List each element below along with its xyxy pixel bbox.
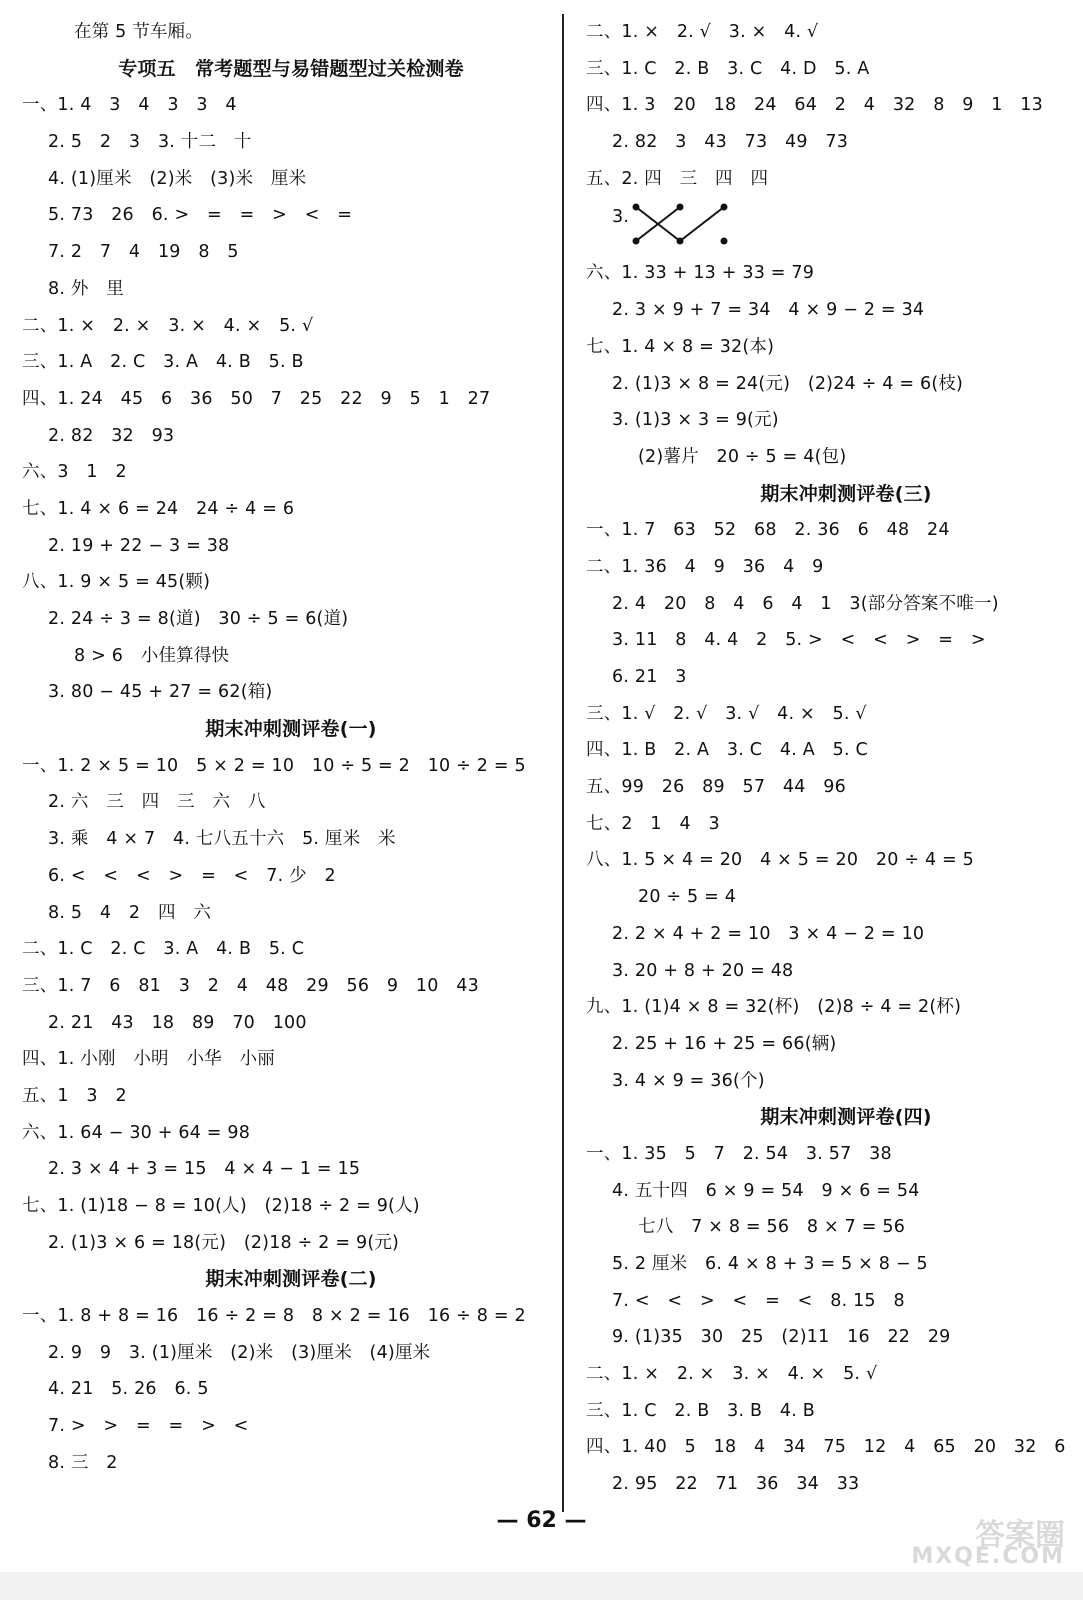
- answer-line: 七八 7 × 8 = 56 8 × 7 = 56: [638, 1217, 906, 1238]
- answer-line: 8. 外 里: [48, 278, 124, 299]
- answer-line: 4. (1)厘米 (2)米 (3)米 厘米: [48, 168, 307, 189]
- bottom-scan-band: [0, 1572, 1083, 1600]
- answer-line: 2. 六 三 四 三 六 八: [48, 792, 266, 813]
- answer-line: 8 > 6 小佳算得快: [74, 645, 230, 666]
- answer-line: 一、1. 2 × 5 = 10 5 × 2 = 10 10 ÷ 5 = 2 10 ÷ 2 = 5: [22, 755, 526, 776]
- answer-line: 二、1. × 2. × 3. × 4. × 5. √: [586, 1364, 878, 1385]
- section-heading: 期末冲刺测评卷(二): [205, 1268, 377, 1291]
- answer-line: 六、1. 33 + 13 + 33 = 79: [586, 263, 815, 284]
- watermark-line-2: MXQE.COM: [911, 1544, 1065, 1569]
- matching-dot: [677, 238, 684, 245]
- answer-line: 三、1. C 2. B 3. C 4. D 5. A: [586, 58, 870, 79]
- answer-line: 3. 20 + 8 + 20 = 48: [612, 960, 794, 981]
- answer-line: 3. 11 8 4. 4 2 5. > < < > = >: [612, 630, 986, 651]
- answer-line: 三、1. C 2. B 3. B 4. B: [586, 1400, 815, 1421]
- answer-line: 7. 2 7 4 19 8 5: [48, 242, 239, 263]
- answer-line: 2. 21 43 18 89 70 100: [48, 1012, 307, 1033]
- answer-line: 3. 乘 4 × 7 4. 七八五十六 5. 厘米 米: [48, 829, 396, 850]
- section-heading: 专项五 常考题型与易错题型过关检测卷: [118, 57, 464, 80]
- answer-line: 四、1. B 2. A 3. C 4. A 5. C: [586, 740, 868, 761]
- answer-line: 八、1. 5 × 4 = 20 4 × 5 = 20 20 ÷ 4 = 5: [586, 850, 974, 871]
- answer-line: 七、1. (1)18 − 8 = 10(人) (2)18 ÷ 2 = 9(人): [22, 1196, 420, 1216]
- answer-line: 五、1 3 2: [22, 1085, 127, 1106]
- watermark-line-1: 答案圈: [975, 1518, 1065, 1553]
- answer-line: 3. 4 × 9 = 36(个): [612, 1070, 765, 1091]
- answer-line: 2. 24 ÷ 3 = 8(道) 30 ÷ 5 = 6(道): [48, 609, 349, 629]
- answer-line: 八、1. 9 × 5 = 45(颗): [22, 572, 211, 593]
- matching-line: [680, 207, 724, 241]
- answer-line: 2. 9 9 3. (1)厘米 (2)米 (3)厘米 (4)厘米: [48, 1342, 431, 1363]
- answer-line: 四、1. 小刚 小明 小华 小丽: [22, 1049, 275, 1070]
- answer-line: 一、1. 35 5 7 2. 54 3. 57 38: [586, 1143, 892, 1164]
- answer-line: 二、1. × 2. √ 3. × 4. √: [586, 22, 819, 42]
- answer-line: 七、1. 4 × 8 = 32(本): [586, 336, 775, 357]
- answer-line: 二、1. 36 4 9 36 4 9: [586, 556, 824, 577]
- answer-line: 9. (1)35 30 25 (2)11 16 22 29: [612, 1327, 951, 1348]
- answer-line: 五、99 26 89 57 44 96: [586, 777, 846, 798]
- answer-line: 在第 5 节车厢。: [74, 22, 204, 42]
- answer-line: 二、1. C 2. C 3. A 4. B 5. C: [22, 939, 305, 960]
- answer-line: 5. 73 26 6. > = = > < =: [48, 205, 353, 226]
- answer-line: 2. (1)3 × 6 = 18(元) (2)18 ÷ 2 = 9(元): [48, 1232, 400, 1253]
- answer-line: 九、1. (1)4 × 8 = 32(杯) (2)8 ÷ 4 = 2(杯): [586, 997, 962, 1018]
- matching-dot: [721, 238, 728, 245]
- answer-line: 四、1. 3 20 18 24 64 2 4 32 8 9 1 13: [586, 95, 1043, 116]
- matching-dot: [633, 204, 640, 211]
- answer-line: (2)薯片 20 ÷ 5 = 4(包): [638, 446, 847, 467]
- section-heading: 期末冲刺测评卷(三): [760, 482, 932, 505]
- page-number: — 62 —: [496, 1508, 587, 1533]
- answer-line: 6. < < < > = < 7. 少 2: [48, 865, 336, 886]
- answer-line: 三、1. 7 6 81 3 2 4 48 29 56 9 10 43: [22, 975, 479, 996]
- answer-line: 七、2 1 4 3: [586, 813, 720, 834]
- matching-dot: [677, 204, 684, 211]
- answer-line: 2. 82 3 43 73 49 73: [612, 132, 849, 153]
- answer-line: 6. 21 3: [612, 667, 687, 687]
- answer-line: 3. (1)3 × 3 = 9(元): [612, 410, 779, 431]
- answer-line: 3. 80 − 45 + 27 = 62(箱): [48, 682, 273, 703]
- matching-figure-label: 3.: [612, 207, 630, 228]
- answer-line: 2. 3 × 9 + 7 = 34 4 × 9 − 2 = 34: [612, 300, 925, 321]
- answer-line: 2. 3 × 4 + 3 = 15 4 × 4 − 1 = 15: [48, 1159, 361, 1180]
- watermark-logo: [865, 1510, 1065, 1570]
- matching-lines-figure: [630, 199, 760, 249]
- matching-dot: [633, 238, 640, 245]
- answer-line: 二、1. × 2. × 3. × 4. × 5. √: [22, 315, 314, 336]
- left-answer-column: [22, 14, 542, 1482]
- answer-line: 2. 4 20 8 4 6 4 1 3(部分答案不唯一): [612, 593, 999, 614]
- answer-line: 2. 25 + 16 + 25 = 66(辆): [612, 1033, 837, 1054]
- answer-line: 2. 5 2 3 3. 十二 十: [48, 132, 252, 153]
- answer-line: 7. < < > < = < 8. 15 8: [612, 1290, 905, 1311]
- answer-line: 2. 82 32 93: [48, 425, 175, 446]
- answer-line: 一、1. 8 + 8 = 16 16 ÷ 2 = 8 8 × 2 = 16 16 ÷ 8 = 2: [22, 1306, 526, 1327]
- answer-line: 五、2. 四 三 四 四: [586, 168, 769, 189]
- section-heading: 期末冲刺测评卷(四): [760, 1106, 932, 1129]
- answer-line: 7. > > = = > <: [48, 1416, 249, 1437]
- section-heading: 期末冲刺测评卷(一): [205, 718, 377, 741]
- answer-line: 4. 21 5. 26 6. 5: [48, 1379, 209, 1400]
- answer-line: 七、1. 4 × 6 = 24 24 ÷ 4 = 6: [22, 498, 295, 519]
- answer-line: 2. (1)3 × 8 = 24(元) (2)24 ÷ 4 = 6(枝): [612, 373, 964, 394]
- answer-line: 四、1. 24 45 6 36 50 7 25 22 9 5 1 27: [22, 388, 491, 409]
- answer-line: 2. 19 + 22 − 3 = 38: [48, 535, 230, 556]
- answer-line: 2. 2 × 4 + 2 = 10 3 × 4 − 2 = 10: [612, 923, 925, 944]
- answer-line: 20 ÷ 5 = 4: [638, 887, 737, 908]
- answer-line: 2. 95 22 71 36 34 33: [612, 1474, 860, 1495]
- answer-line: 一、1. 7 63 52 68 2. 36 6 48 24: [586, 520, 950, 541]
- right-answer-column: [586, 14, 1066, 1503]
- answer-line: 三、1. √ 2. √ 3. √ 4. × 5. √: [586, 703, 867, 724]
- answer-line: 8. 5 4 2 四 六: [48, 902, 212, 923]
- matching-figure: [586, 197, 1066, 255]
- answer-line: 六、1. 64 − 30 + 64 = 98: [22, 1122, 251, 1143]
- answer-line: 三、1. A 2. C 3. A 4. B 5. B: [22, 352, 304, 373]
- answer-line: 5. 2 厘米 6. 4 × 8 + 3 = 5 × 8 − 5: [612, 1254, 928, 1274]
- matching-dot: [721, 204, 728, 211]
- answer-line: 一、1. 4 3 4 3 3 4: [22, 95, 237, 116]
- column-divider: [562, 14, 564, 1512]
- answer-line: 四、1. 40 5 18 4 34 75 12 4 65 20 32 6: [586, 1437, 1066, 1458]
- answer-line: 4. 五十四 6 × 9 = 54 9 × 6 = 54: [612, 1180, 920, 1201]
- answer-line: 8. 三 2: [48, 1452, 118, 1473]
- answer-line: 六、3 1 2: [22, 462, 127, 483]
